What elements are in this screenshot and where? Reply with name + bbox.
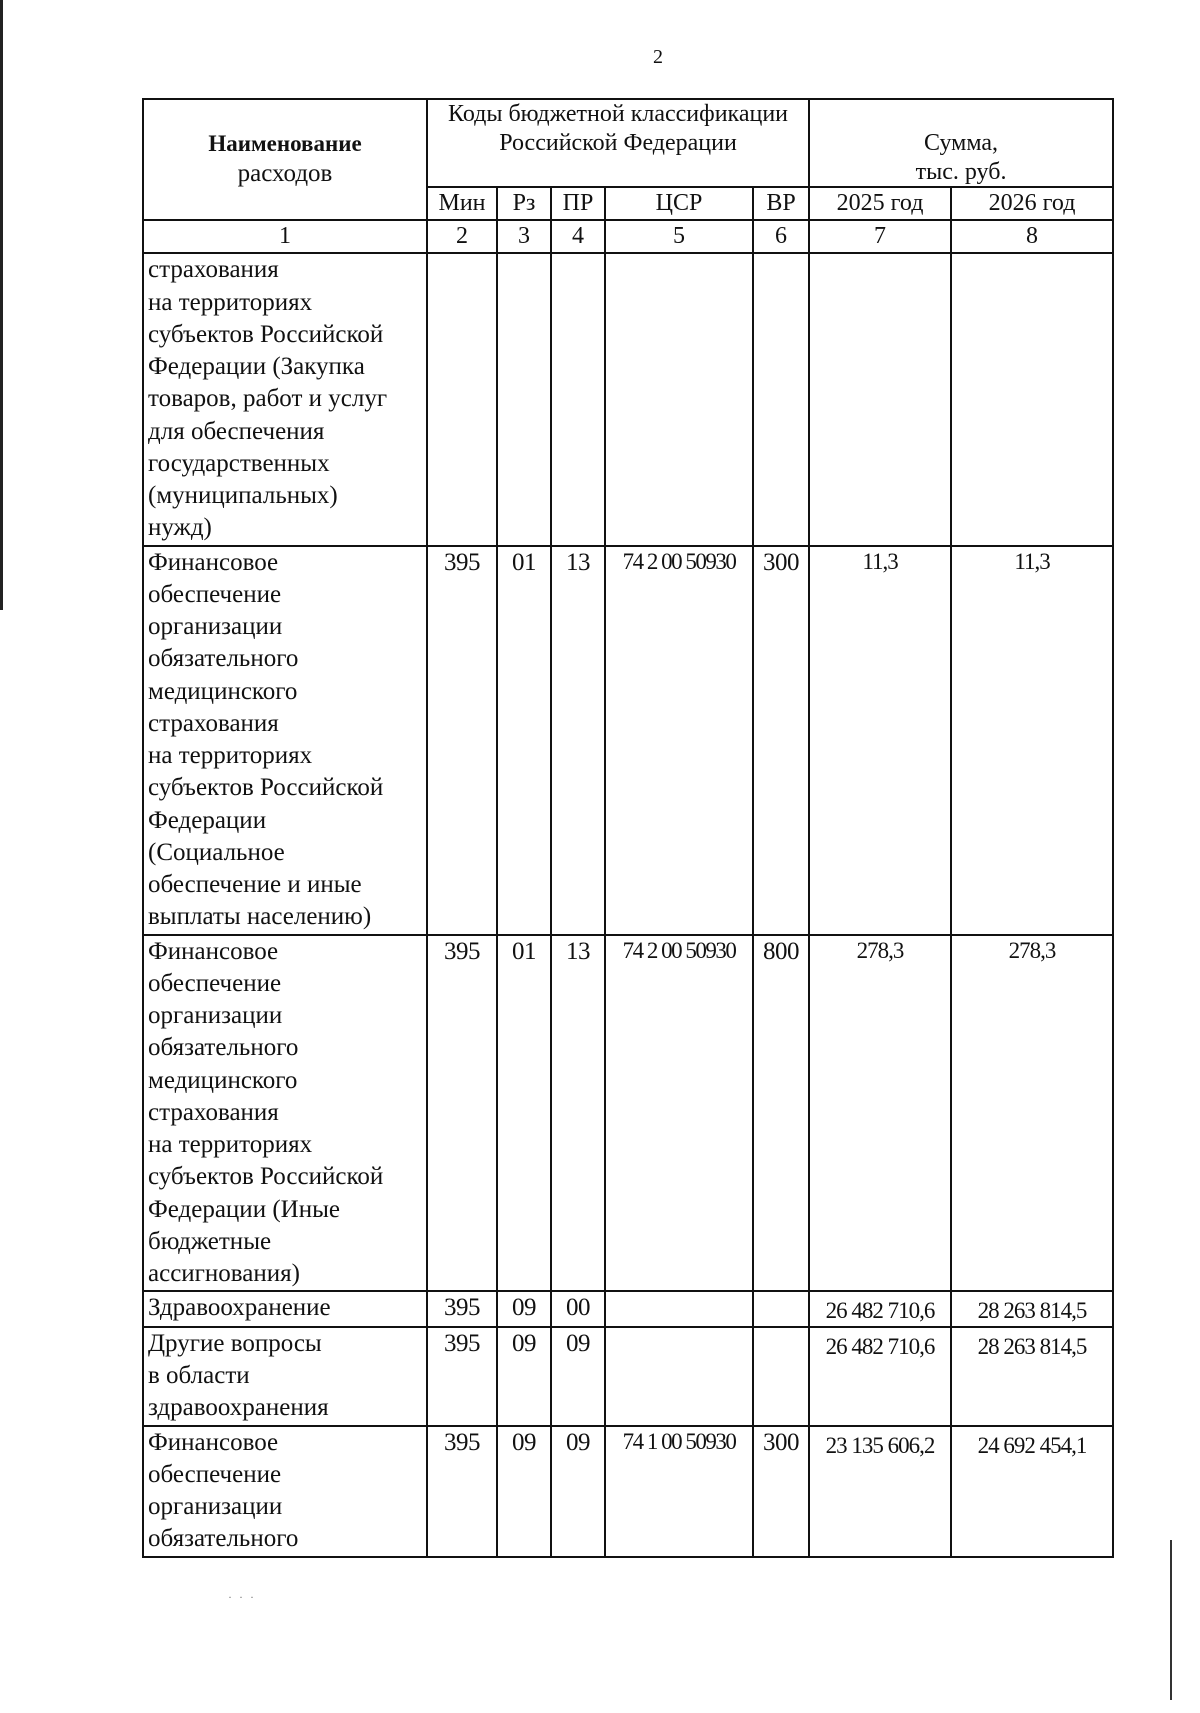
cell-pr: 00 xyxy=(551,1291,605,1327)
column-number-1: 1 xyxy=(143,220,427,253)
table-body xyxy=(143,253,1113,1556)
table-row xyxy=(143,1327,1113,1426)
cell-rz: 09 xyxy=(497,1426,551,1557)
cell-amount-2026: 278,3 xyxy=(951,935,1113,1292)
cell-pr: 09 xyxy=(551,1327,605,1426)
cell-vr xyxy=(753,1327,809,1426)
cell-vr xyxy=(753,1291,809,1327)
header-codes-title: Коды бюджетной классификации Российской Федерации xyxy=(448,101,789,156)
scan-edge-left xyxy=(0,0,3,610)
column-number-5: 5 xyxy=(605,220,753,253)
header-sum-cell xyxy=(809,99,1113,187)
subheader-2026: 2026 год xyxy=(951,187,1113,220)
cell-amount-2026: 28 263 814,5 xyxy=(951,1327,1113,1426)
subheader-rz: Рз xyxy=(497,187,551,220)
subheader-csr: ЦСР xyxy=(605,187,753,220)
subheader-2025: 2025 год xyxy=(809,187,951,220)
budget-table xyxy=(142,98,1114,1558)
page-number: 2 xyxy=(653,46,663,68)
cell-min: 395 xyxy=(427,1291,497,1327)
cell-min: 395 xyxy=(427,546,497,935)
subheader-min: Мин xyxy=(427,187,497,220)
cell-min: 395 xyxy=(427,935,497,1292)
header-name-cell xyxy=(143,99,427,220)
cell-rz: 09 xyxy=(497,1327,551,1426)
subheader-vr: ВР xyxy=(753,187,809,220)
header-name-plain: расходов xyxy=(237,160,333,188)
cell-amount-2025: 278,3 xyxy=(809,935,951,1292)
cell-min: 395 xyxy=(427,1327,497,1426)
cell-amount-2025: 26 482 710,6 xyxy=(809,1327,951,1426)
cell-amount-2025: 26 482 710,6 xyxy=(809,1291,951,1327)
header-codes-cell xyxy=(427,99,809,187)
table-row xyxy=(143,253,1113,545)
cell-name: страхования на территориях субъектов Российской Федерации (Закупка товаров, работ и услуг для обеспечения государственных (муниципальных) нужд) xyxy=(143,253,427,545)
cell-vr xyxy=(753,253,809,545)
cell-amount-2026: 28 263 814,5 xyxy=(951,1291,1113,1327)
cell-csr xyxy=(605,1291,753,1327)
cell-csr: 74 2 00 50930 xyxy=(605,935,753,1292)
cell-amount-2026: 24 692 454,1 xyxy=(951,1426,1113,1557)
cell-csr: 74 1 00 50930 xyxy=(605,1426,753,1557)
table-row xyxy=(143,935,1113,1292)
cell-min: 395 xyxy=(427,1426,497,1557)
cell-amount-2025: 11,3 xyxy=(809,546,951,935)
cell-name: Финансовое обеспечение организации обязательного медицинского страхования на территориях субъектов Российской Федерации (Социальное обеспечение и иные выплаты населению) xyxy=(143,546,427,935)
header-row-top xyxy=(143,99,1113,187)
cell-csr xyxy=(605,253,753,545)
cell-name: Финансовое обеспечение организации обязательного xyxy=(143,1426,427,1557)
column-number-2: 2 xyxy=(427,220,497,253)
cell-min xyxy=(427,253,497,545)
cell-pr: 09 xyxy=(551,1426,605,1557)
table-row xyxy=(143,546,1113,935)
table-header xyxy=(143,99,1113,253)
column-number-8: 8 xyxy=(951,220,1113,253)
table-row xyxy=(143,1291,1113,1327)
cell-csr: 74 2 00 50930 xyxy=(605,546,753,935)
column-number-4: 4 xyxy=(551,220,605,253)
cell-pr xyxy=(551,253,605,545)
scan-edge-right xyxy=(1170,1540,1172,1700)
header-sum-title: Сумма, тыс. руб. xyxy=(915,129,1007,185)
table-row xyxy=(143,1426,1113,1557)
column-number-7: 7 xyxy=(809,220,951,253)
cell-amount-2025: 23 135 606,2 xyxy=(809,1426,951,1557)
cell-amount-2026 xyxy=(951,253,1113,545)
cell-pr: 13 xyxy=(551,546,605,935)
cell-pr: 13 xyxy=(551,935,605,1292)
header-row-numbers xyxy=(143,220,1113,253)
cell-csr xyxy=(605,1327,753,1426)
subheader-pr: ПР xyxy=(551,187,605,220)
cell-name: Финансовое обеспечение организации обязательного медицинского страхования на территориях субъектов Российской Федерации (Иные бюджетные ассигнования) xyxy=(143,935,427,1292)
column-number-3: 3 xyxy=(497,220,551,253)
cell-vr: 800 xyxy=(753,935,809,1292)
cell-vr: 300 xyxy=(753,1426,809,1557)
cell-rz: 01 xyxy=(497,935,551,1292)
cell-amount-2025 xyxy=(809,253,951,545)
cell-vr: 300 xyxy=(753,546,809,935)
cell-name: Здравоохранение xyxy=(143,1291,427,1327)
cell-rz: 09 xyxy=(497,1291,551,1327)
scan-smudge: · · · xyxy=(228,1590,256,1604)
header-name-bold: Наименование xyxy=(208,130,362,156)
cell-rz: 01 xyxy=(497,546,551,935)
column-number-6: 6 xyxy=(753,220,809,253)
cell-amount-2026: 11,3 xyxy=(951,546,1113,935)
cell-rz xyxy=(497,253,551,545)
cell-name: Другие вопросы в области здравоохранения xyxy=(143,1327,427,1426)
